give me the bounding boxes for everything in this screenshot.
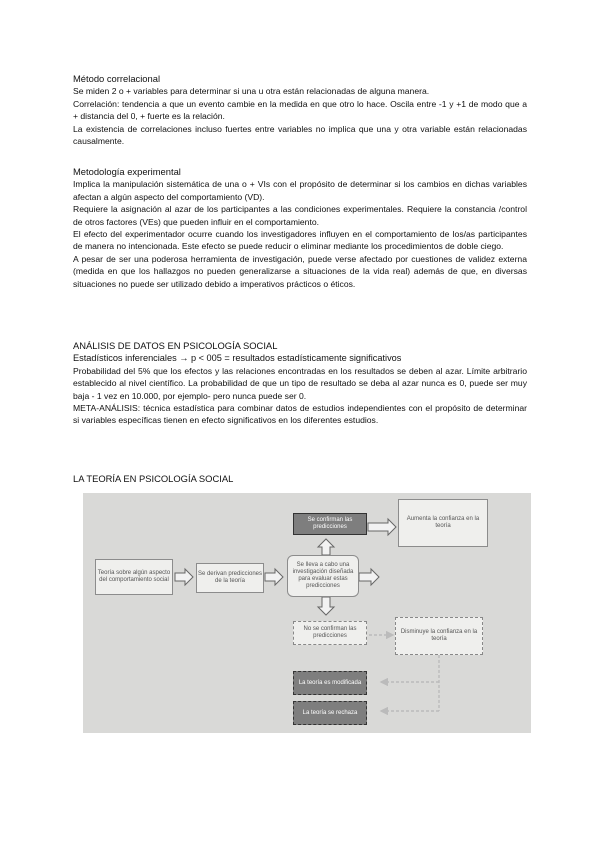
paragraph: Se miden 2 o + variables para determinar si una u otra están relacionadas de alguna manera. [73,86,430,97]
rechaza-box: La teoría se rechaza [293,701,367,725]
stats-line: Estadísticos inferenciales → p < 005 = resultados estadísticamente significativos [73,353,402,364]
arrow-predicciones-to-investigacion [265,569,283,585]
arrow-up-to-confirman [318,539,334,555]
arrow-teoria-to-predicciones [175,569,193,585]
section-title: Método correlacional [73,73,161,84]
disminuye-box: Disminuye la confianza en la teoría [395,617,483,655]
teoria-box: Teoría sobre algún aspecto del comportamiento social [95,559,173,595]
theory-flow-diagram [83,493,531,733]
paragraph: Implica la manipulación sistemática de una o + VIs con el propósito de determinar si los cambios en dichas variables afectan a algún aspecto del comportamiento (VD). [73,179,527,202]
arrow-investigacion-to-aumenta [359,569,379,585]
predicciones-box: Se derivan predicciones de la teoría [196,563,264,593]
section-title: ANÁLISIS DE DATOS EN PSICOLOGÍA SOCIAL [73,340,278,351]
section-metodologia-experimental [73,166,527,290]
section-metodo-correlacional [73,73,527,147]
section-title: Metodología experimental [73,166,181,177]
section-title-teoria: LA TEORÍA EN PSICOLOGÍA SOCIAL [73,473,234,484]
no-confirman-box: No se confirman las predicciones [293,621,367,645]
paragraph: Correlación: tendencia a que un evento cambie en la medida en que otro lo hace. Oscila entre -1 y +1 de modo que a + distancia del 0, + fuerte es la relación. [73,98,527,122]
section-analisis-datos [73,340,527,427]
modificada-box: La teoría es modificada [293,671,367,695]
aumenta-box: Aumenta la confianza en la teoría [398,499,488,547]
paragraph: Probabilidad del 5% que los efectos y las relaciones encontradas en los resultados se deben al azar. Límite arbitrario establecido al nivel científico. La probabilidad de que un tipo de resultado se deba al azar nunca es 0, puede ser muy baja - 1 vez en 10.000, por ejemplo- pero nunca puede ser 0. [73,365,527,401]
paragraph: La existencia de correlaciones incluso fuertes entre variables no implica que una y otra variable están relacionadas causalmente. [73,123,527,147]
investigacion-box: Se lleva a cabo una investigación diseñada para evaluar estas predicciones [287,555,359,597]
arrow-down-to-no-confirman [318,597,334,615]
paragraph: El efecto del experimentador ocurre cuando los investigadores influyen en el comportamiento de los/as participantes de manera no intencionada. Este efecto se puede reducir o eliminar mediante los procedimientos de doble ciego. [73,229,527,252]
paragraph: META-ANÁLISIS: técnica estadística para combinar datos de estudios independientes con el propósito de determinar si variables específicas tienen en efecto significativos en los diferentes estudios. [73,403,527,426]
arrow-to-aumenta [368,519,396,535]
paragraph: A pesar de ser una poderosa herramienta de investigación, puede verse afectado por cuestiones de validez externa (medida en que los hallazgos no pueden generalizarse a situaciones de la vida real) además de que, en diversas situaciones no puede ser utilizado debido a imperativos prácticos o éticos. [73,253,527,289]
confirman-box: Se confirman las predicciones [293,513,367,535]
paragraph: Requiere la asignación al azar de los participantes a las condiciones experimentales. Requiere la constancia /control de otros factores (VEs) que pueden influir en el comportamiento. [73,204,527,227]
